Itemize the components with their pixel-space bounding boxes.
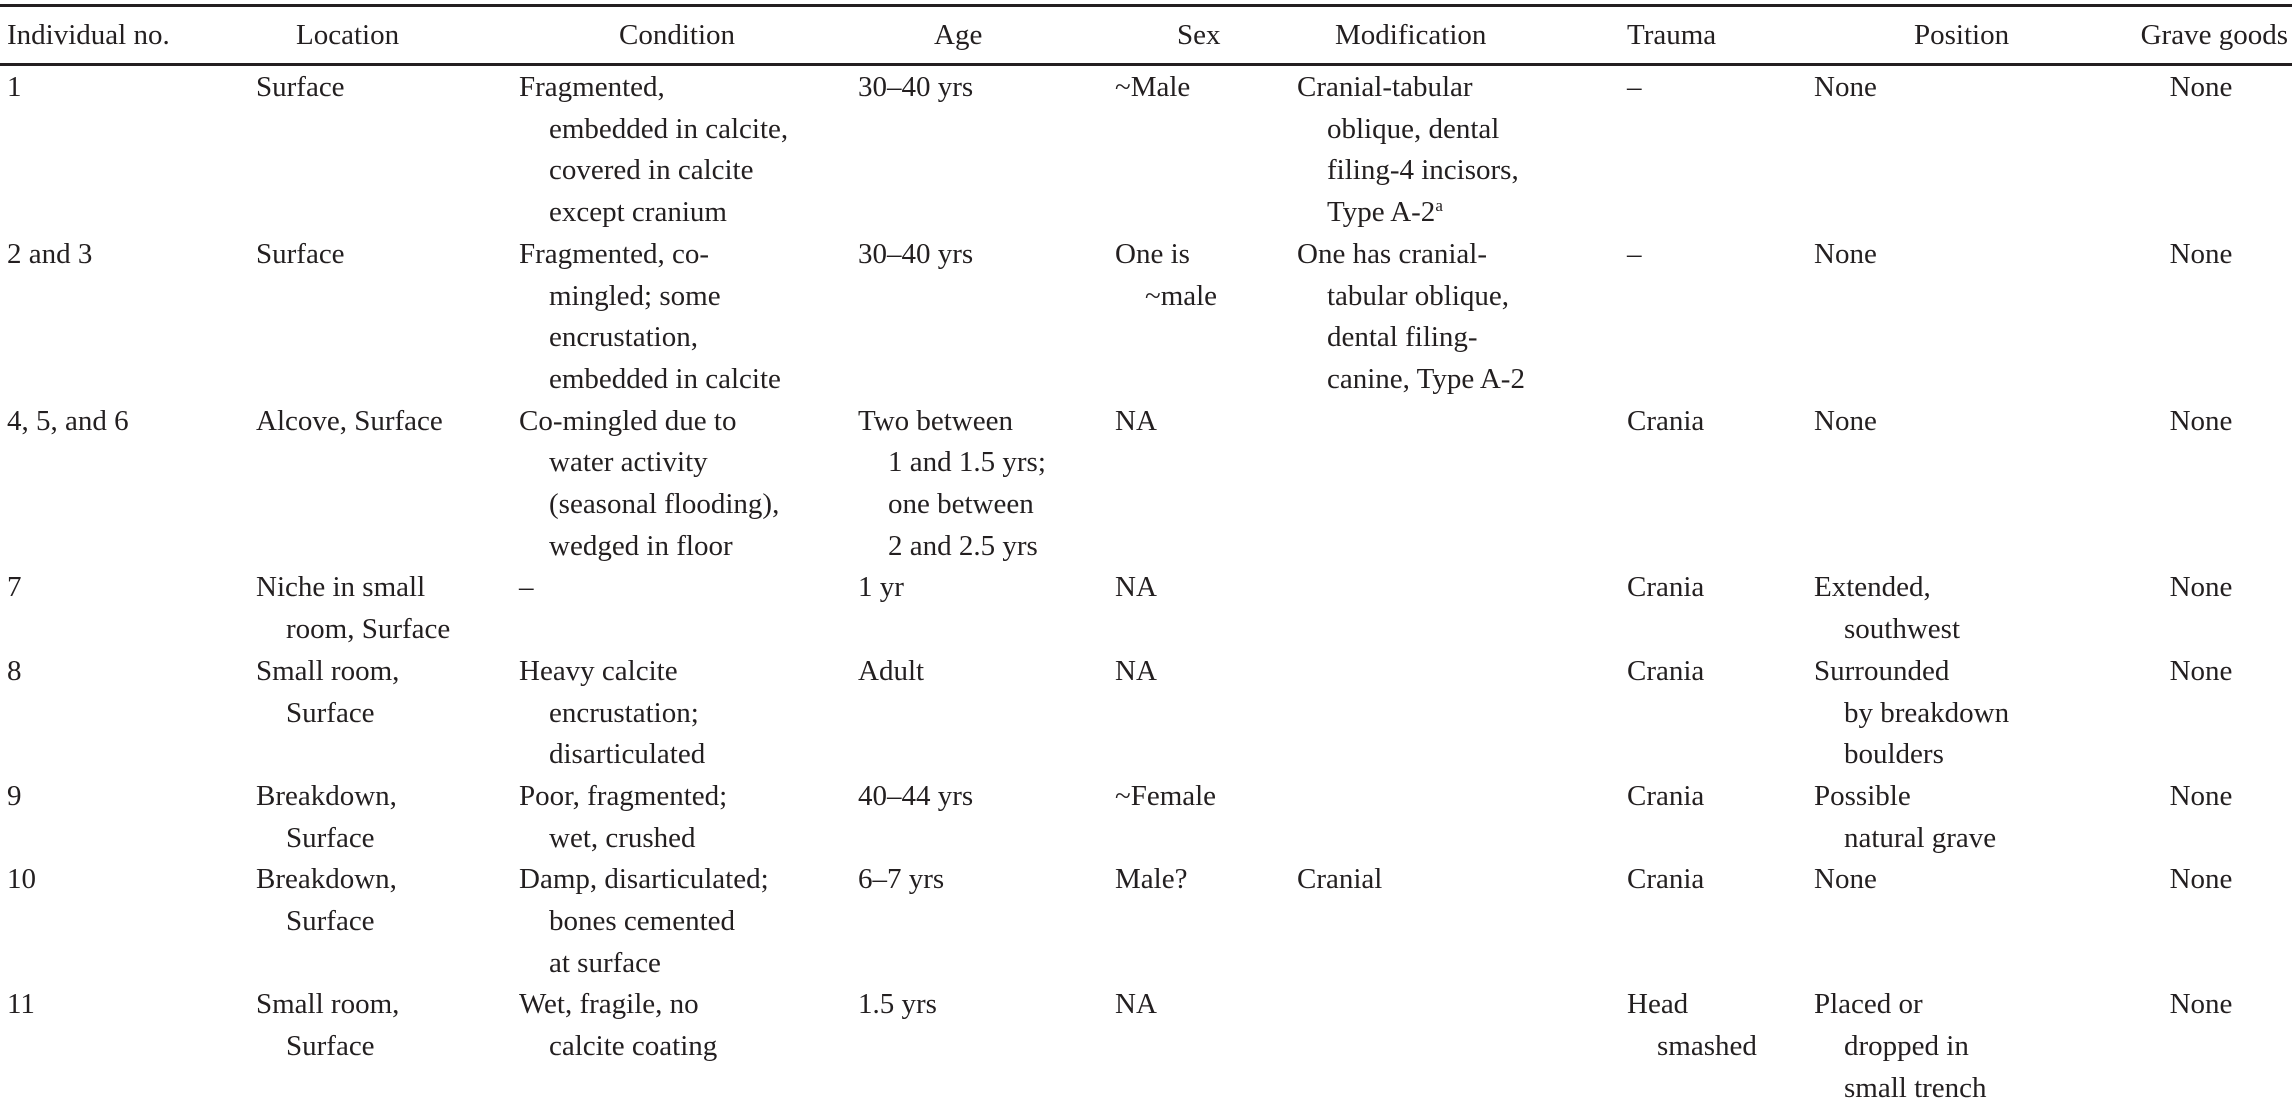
cell-line: Crania (1627, 404, 1705, 437)
top-rule (0, 4, 2292, 7)
cell-grave-goods (2110, 401, 2292, 568)
cell-line: 30–40 yrs (858, 71, 974, 103)
cell-line: NA (1115, 571, 1157, 604)
cell-line: Small room, (256, 654, 400, 687)
cell-line: at surface (549, 946, 661, 979)
cell-line: 6–7 yrs (858, 863, 945, 896)
cell-line: Damp, disarticulated; (519, 863, 769, 896)
cell-line: None (1814, 863, 1877, 896)
cell-id (0, 567, 256, 650)
cell-id (0, 651, 256, 776)
cell-line: None (2169, 654, 2233, 687)
cell-position (1814, 401, 2110, 568)
cell-line: Co-mingled due to (519, 404, 737, 437)
cell-sex (1115, 234, 1297, 401)
cell-condition (519, 651, 858, 776)
cell-line: NA (1115, 988, 1157, 1021)
cell-line: embedded in calcite, (549, 112, 789, 145)
cell-line: disarticulated (549, 738, 706, 771)
cell-line: Possible (1814, 779, 1911, 812)
cell-location (256, 651, 519, 776)
cell-line: None (2169, 71, 2233, 103)
cell-line: Surface (286, 821, 375, 854)
header-grave-goods: Grave goods (2140, 19, 2288, 51)
cell-sex (1115, 859, 1297, 984)
cell-position (1814, 984, 2110, 1109)
cell-grave-goods (2110, 984, 2292, 1109)
table-row (0, 984, 2292, 1109)
cell-grave-goods (2110, 567, 2292, 650)
cell-line: One has cranial- (1297, 237, 1488, 270)
cell-line: One is (1115, 237, 1190, 270)
cell-id (0, 984, 256, 1109)
table-body (0, 63, 2292, 1110)
cell-line: Cranial (1297, 863, 1383, 896)
cell-age (858, 859, 1115, 984)
cell-grave-goods (2110, 651, 2292, 776)
cell-sex (1115, 984, 1297, 1109)
cell-sex (1115, 776, 1297, 859)
cell-id (0, 234, 256, 401)
cell-trauma (1627, 401, 1814, 568)
cell-line: mingled; some (549, 279, 721, 312)
cell-line: None (2169, 404, 2233, 437)
cell-line: 8 (7, 654, 22, 687)
header-trauma: Trauma (1627, 19, 1717, 51)
cell-line: smashed (1657, 1030, 1757, 1063)
header-age: Age (934, 19, 983, 51)
cell-line: Crania (1627, 654, 1705, 687)
cell-line: water activity (549, 446, 708, 479)
cell-line: Heavy calcite (519, 654, 678, 687)
cell-line: by breakdown (1844, 696, 2010, 729)
header-condition: Condition (619, 19, 736, 51)
cell-line: None (2169, 988, 2233, 1021)
cell-line: Alcove, Surface (256, 404, 443, 437)
cell-line: 1 and 1.5 yrs; (888, 446, 1046, 479)
cell-sex (1115, 651, 1297, 776)
cell-sex (1115, 63, 1297, 234)
cell-line: except cranium (549, 196, 727, 229)
cell-line: Crania (1627, 779, 1705, 812)
cell-line: (seasonal flooding), (549, 488, 780, 521)
cell-line: 2 and 3 (7, 237, 93, 270)
cell-line: Niche in small (256, 571, 426, 604)
cell-line: encrustation, (549, 321, 698, 354)
cell-position (1814, 234, 2110, 401)
cell-line: None (2169, 779, 2233, 812)
cell-line: 10 (7, 863, 36, 896)
cell-line: None (1814, 237, 1877, 270)
cell-trauma (1627, 859, 1814, 984)
header-position: Position (1914, 19, 2010, 51)
cell-modification (1297, 234, 1627, 401)
cell-grave-goods (2110, 63, 2292, 234)
cell-line: southwest (1844, 613, 1960, 646)
cell-line: small trench (1844, 1071, 1987, 1104)
cell-line: ~male (1145, 279, 1218, 312)
cell-modification (1297, 401, 1627, 568)
cell-line: canine, Type A-2 (1327, 362, 1525, 395)
cell-modification (1297, 567, 1627, 650)
cell-position (1814, 567, 2110, 650)
cell-line: Breakdown, (256, 779, 397, 812)
cell-line: Surface (286, 1030, 375, 1063)
cell-id (0, 401, 256, 568)
table-row (0, 234, 2292, 401)
cell-line: None (1814, 404, 1877, 437)
cell-line: Two between (858, 404, 1013, 437)
cell-line: None (2169, 571, 2233, 604)
table-row (0, 859, 2292, 984)
cell-line: Head (1627, 988, 1689, 1021)
cell-condition (519, 859, 858, 984)
cell-age (858, 651, 1115, 776)
cell-line: 2 and 2.5 yrs (888, 529, 1038, 562)
cell-line: NA (1115, 404, 1157, 437)
cell-line: dropped in (1844, 1030, 1969, 1063)
cell-line: Placed or (1814, 988, 1923, 1021)
cell-line: – (1627, 237, 1642, 270)
cell-age (858, 234, 1115, 401)
cell-line: dental filing- (1327, 321, 1478, 354)
cell-sex (1115, 567, 1297, 650)
cell-position (1814, 776, 2110, 859)
cell-trauma (1627, 567, 1814, 650)
cell-line: natural grave (1844, 821, 1997, 854)
cell-line: Male? (1115, 863, 1188, 896)
cell-id (0, 63, 256, 234)
cell-line: Fragmented, co- (519, 237, 710, 270)
header-sex: Sex (1177, 19, 1221, 51)
cell-sex (1115, 401, 1297, 568)
cell-line: Extended, (1814, 571, 1931, 604)
cell-line: Crania (1627, 571, 1705, 604)
cell-line: Poor, fragmented; (519, 779, 728, 812)
cell-line: encrustation; (549, 696, 699, 729)
cell-modification (1297, 63, 1627, 234)
cell-line: 4, 5, and 6 (7, 404, 129, 437)
cell-location (256, 776, 519, 859)
cell-trauma (1627, 63, 1814, 234)
cell-line: NA (1115, 654, 1157, 687)
table-row (0, 776, 2292, 859)
cell-trauma (1627, 234, 1814, 401)
cell-location (256, 567, 519, 650)
cell-line: calcite coating (549, 1030, 718, 1063)
cell-age (858, 984, 1115, 1109)
table-row (0, 63, 2292, 234)
cell-location (256, 63, 519, 234)
cell-trauma (1627, 776, 1814, 859)
cell-modification (1297, 984, 1627, 1109)
cell-location (256, 401, 519, 568)
cell-grave-goods (2110, 234, 2292, 401)
cell-line: – (519, 571, 534, 604)
cell-age (858, 567, 1115, 650)
cell-line: boulders (1844, 738, 1944, 771)
cell-age (858, 401, 1115, 568)
cell-line: wedged in floor (549, 529, 733, 562)
cell-age (858, 776, 1115, 859)
cell-modification (1297, 651, 1627, 776)
burials-table (0, 8, 2292, 1110)
cell-location (256, 984, 519, 1109)
cell-condition (519, 776, 858, 859)
cell-id (0, 859, 256, 984)
cell-trauma (1627, 984, 1814, 1109)
cell-line: Breakdown, (256, 863, 397, 896)
cell-line: ~Female (1115, 779, 1217, 812)
cell-location (256, 234, 519, 401)
cell-line: wet, crushed (549, 821, 696, 854)
cell-line: Wet, fragile, no (519, 988, 699, 1021)
cell-line: Surface (256, 71, 345, 103)
cell-line: Surface (286, 905, 375, 938)
table-row (0, 401, 2292, 568)
cell-line: 7 (7, 571, 22, 604)
cell-position (1814, 63, 2110, 234)
footnote-marker: a (1435, 196, 1443, 216)
header-row (0, 8, 2292, 63)
cell-line: 1.5 yrs (858, 988, 937, 1021)
cell-line: 1 (7, 71, 22, 103)
cell-line: Cranial-tabular (1297, 71, 1473, 103)
cell-line: 9 (7, 779, 22, 812)
cell-position (1814, 859, 2110, 984)
cell-line: Surface (286, 696, 375, 729)
cell-line: ~Male (1115, 71, 1191, 103)
header-modification: Modification (1335, 19, 1487, 51)
cell-line: 30–40 yrs (858, 237, 974, 270)
header-individual-no: Individual no. (7, 19, 170, 51)
cell-condition (519, 401, 858, 568)
cell-condition (519, 63, 858, 234)
cell-line: Surrounded (1814, 654, 1950, 687)
cell-grave-goods (2110, 776, 2292, 859)
cell-modification (1297, 859, 1627, 984)
cell-position (1814, 651, 2110, 776)
cell-age (858, 63, 1115, 234)
cell-line: Fragmented, (519, 71, 665, 103)
cell-line: 11 (7, 988, 35, 1021)
cell-line: one between (888, 488, 1034, 521)
cell-line: None (1814, 71, 1877, 103)
cell-line: filing-4 incisors, (1327, 154, 1519, 187)
table-row (0, 567, 2292, 650)
cell-condition (519, 234, 858, 401)
cell-line: bones cemented (549, 905, 736, 938)
cell-line: tabular oblique, (1327, 279, 1510, 312)
cell-line: None (2169, 863, 2233, 896)
cell-line: Small room, (256, 988, 400, 1021)
cell-line: – (1627, 71, 1642, 103)
cell-line: Crania (1627, 863, 1705, 896)
cell-line: 40–44 yrs (858, 779, 974, 812)
cell-line: 1 yr (858, 571, 904, 604)
cell-line: oblique, dental (1327, 112, 1500, 145)
cell-condition (519, 567, 858, 650)
cell-line: room, Surface (286, 613, 451, 646)
cell-line: None (2169, 237, 2233, 270)
cell-trauma (1627, 651, 1814, 776)
cell-line: embedded in calcite (549, 362, 781, 395)
cell-line: Adult (858, 654, 925, 687)
cell-grave-goods (2110, 859, 2292, 984)
cell-line: Type A-2$^a$ (1327, 196, 1443, 229)
cell-line: covered in calcite (549, 154, 754, 187)
cell-id (0, 776, 256, 859)
cell-modification (1297, 776, 1627, 859)
table-row (0, 651, 2292, 776)
cell-location (256, 859, 519, 984)
cell-line: Surface (256, 237, 345, 270)
cell-condition (519, 984, 858, 1109)
header-location: Location (296, 19, 400, 51)
